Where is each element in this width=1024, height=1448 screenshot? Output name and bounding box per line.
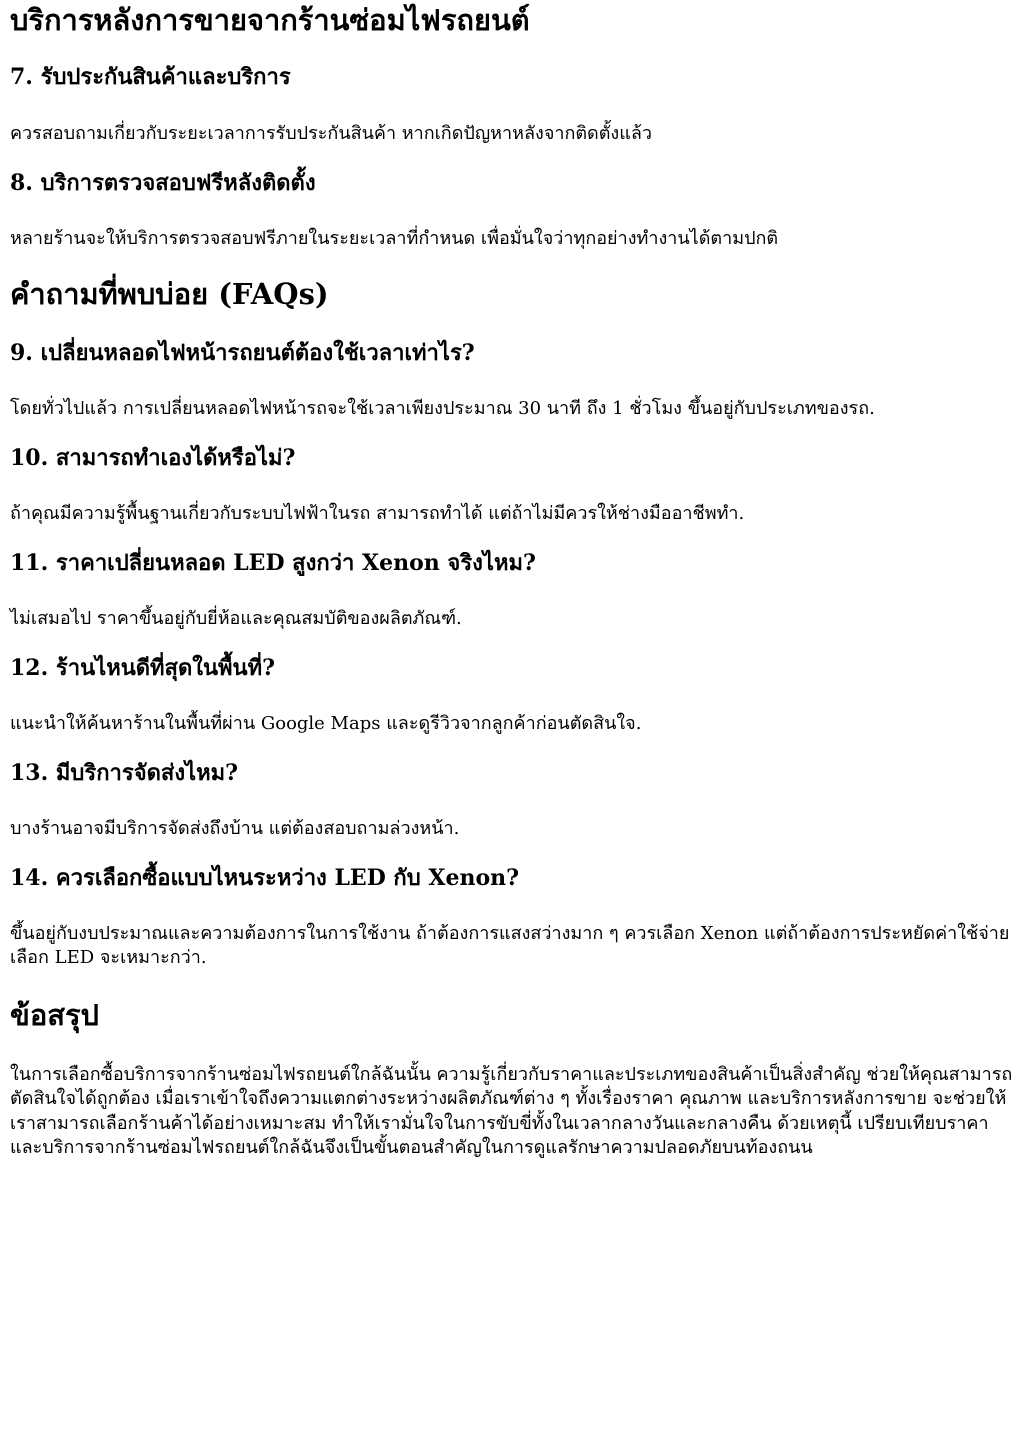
faq-answer: โดยทั่วไปแล้ว การเปลี่ยนหลอดไฟหน้ารถจะใช้เวลาเพียงประมาณ 30 นาที ถึง 1 ชั่วโมง ขึ้นอยู่กับประเภทของรถ.: [10, 398, 875, 419]
page-title: บริการหลังการขายจากร้านซ่อมไฟรถยนต์: [10, 3, 530, 37]
section-body-warranty: ควรสอบถามเกี่ยวกับระยะเวลาการรับประกันสินค้า หากเกิดปัญหาหลังจากติดตั้งแล้ว: [10, 123, 652, 144]
section-heading-warranty: 7. รับประกันสินค้าและบริการ: [10, 64, 291, 90]
faq-question: 14. ควรเลือกซื้อแบบไหนระหว่าง LED กับ Xenon?: [10, 865, 519, 891]
faq-answer: บางร้านอาจมีบริการจัดส่งถึงบ้าน แต่ต้องสอบถามล่วงหน้า.: [10, 818, 460, 839]
faq-answer: ถ้าคุณมีความรู้พื้นฐานเกี่ยวกับระบบไฟฟ้าในรถ สามารถทำได้ แต่ถ้าไม่มีควรให้ช่างมืออาชีพทำ.: [10, 503, 745, 524]
faq-question: 12. ร้านไหนดีที่สุดในพื้นที่?: [10, 655, 275, 681]
faq-question: 9. เปลี่ยนหลอดไฟหน้ารถยนต์ต้องใช้เวลาเท่าไร?: [10, 340, 475, 366]
faq-answer: ไม่เสมอไป ราคาขึ้นอยู่กับยี่ห้อและคุณสมบัติของผลิตภัณฑ์.: [10, 608, 462, 629]
faq-question: 13. มีบริการจัดส่งไหม?: [10, 760, 239, 786]
summary-title: ข้อสรุป: [10, 998, 99, 1032]
summary-body: ในการเลือกซื้อบริการจากร้านซ่อมไฟรถยนต์ใกล้ฉันนั้น ความรู้เกี่ยวกับราคาและประเภทของสินค้าเป็นสิ่งสำคัญ ช่วยให้คุณสามารถตัดสินใจได้ถูกต้อง เมื่อเราเข้าใจถึงความแตกต่างระหว่างผลิตภัณฑ์ต่าง ๆ ทั้งเรื่องราคา คุณภาพ และบริการหลังการขาย จะช่วยให้เราสามารถเลือกร้านค้าได้อย่างเหมาะสม ทำให้เรามั่นใจในการขับขี่ทั้งในเวลากลางวันและกลางคืน ด้วยเหตุนี้ เปรียบเทียบราคาและบริการจากร้านซ่อมไฟรถยนต์ใกล้ฉันจึงเป็นขั้นตอนสำคัญในการดูแลรักษาความปลอดภัยบนท้องถนน: [10, 1064, 1013, 1158]
faq-title: คำถามที่พบบ่อย (FAQs): [10, 277, 329, 311]
faq-answer: ขึ้นอยู่กับงบประมาณและความต้องการในการใช้งาน ถ้าต้องการแสงสว่างมาก ๆ ควรเลือก Xenon แต่ถ้าต้องการประหยัดค่าใช้จ่าย เลือก LED จะเหมาะกว่า.: [10, 923, 1010, 969]
faq-answer: แนะนำให้ค้นหาร้านในพื้นที่ผ่าน Google Maps และดูรีวิวจากลูกค้าก่อนตัดสินใจ.: [10, 713, 642, 734]
faq-question: 11. ราคาเปลี่ยนหลอด LED สูงกว่า Xenon จริงไหม?: [10, 550, 536, 576]
section-heading-free-inspection: 8. บริการตรวจสอบฟรีหลังติดตั้ง: [10, 170, 316, 196]
section-body-free-inspection: หลายร้านจะให้บริการตรวจสอบฟรีภายในระยะเวลาที่กำหนด เพื่อมั่นใจว่าทุกอย่างทำงานได้ตามปกติ: [10, 228, 779, 249]
faq-question: 10. สามารถทำเองได้หรือไม่?: [10, 445, 296, 471]
